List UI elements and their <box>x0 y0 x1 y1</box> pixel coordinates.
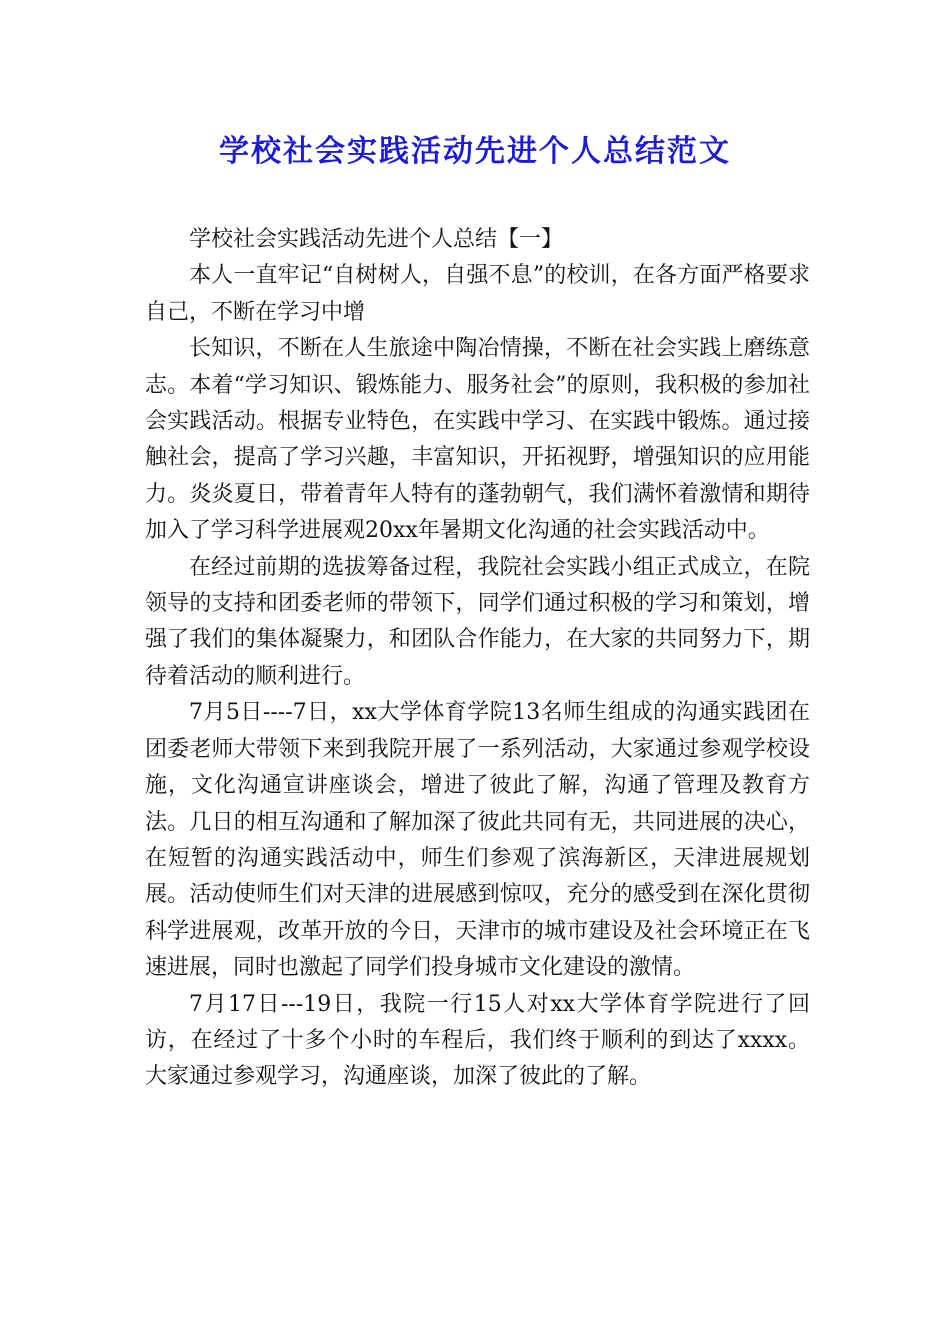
paragraph: 本人一直牢记“自树树人，自强不息”的校训，在各方面严格要求自己，不断在学习中增 <box>145 263 810 325</box>
paragraph: 7月5日----7日，xx大学体育学院13名师生组成的沟通实践团在团委老师大带领下来到我院开展了一系列活动，大家通过参观学校设施，文化沟通宣讲座谈会，增进了彼此了解，沟通了管理及教育方法。几日的相互沟通和了解加深了彼此共同有无，共同进展的决心，在短暂的沟通实践活动中，师生们参观了滨海新区，天津进展规划展。活动使师生们对天津的进展感到惊叹，充分的感受到在深化贯彻科学进展观，改革开放的今日，天津市的城市建设及社会环境正在飞速进展，同时也激起了同学们投身城市文化建设的激情。 <box>145 700 810 981</box>
document-title: 学校社会实践活动先进个人总结范文 <box>219 134 731 169</box>
document-body <box>145 222 810 1096</box>
section-heading: 学校社会实践活动先进个人总结【一】 <box>189 227 564 252</box>
paragraph: 7月17日---19日，我院一行15人对xx大学体育学院进行了回访，在经过了十多个小时的车程后，我们终于顺利的到达了xxxx。大家通过参观学习，沟通座谈，加深了彼此的了解。 <box>145 991 810 1090</box>
paragraph: 长知识，不断在人生旅途中陶冶情操，不断在社会实践上磨练意志。本着“学习知识、锻炼能力、服务社会”的原则，我积极的参加社会实践活动。根据专业特色，在实践中学习、在实践中锻炼。通过接触社会，提高了学习兴趣，丰富知识，开拓视野，增强知识的应用能力。炎炎夏日，带着青年人特有的蓬勃朝气，我们满怀着激情和期待加入了学习科学进展观20xx年暑期文化沟通的社会实践活动中。 <box>145 336 810 544</box>
paragraph: 在经过前期的选拔筹备过程，我院社会实践小组正式成立，在院领导的支持和团委老师的带领下，同学们通过积极的学习和策划，增强了我们的集体凝聚力，和团队合作能力，在大家的共同努力下，期待着活动的顺利进行。 <box>145 554 810 689</box>
